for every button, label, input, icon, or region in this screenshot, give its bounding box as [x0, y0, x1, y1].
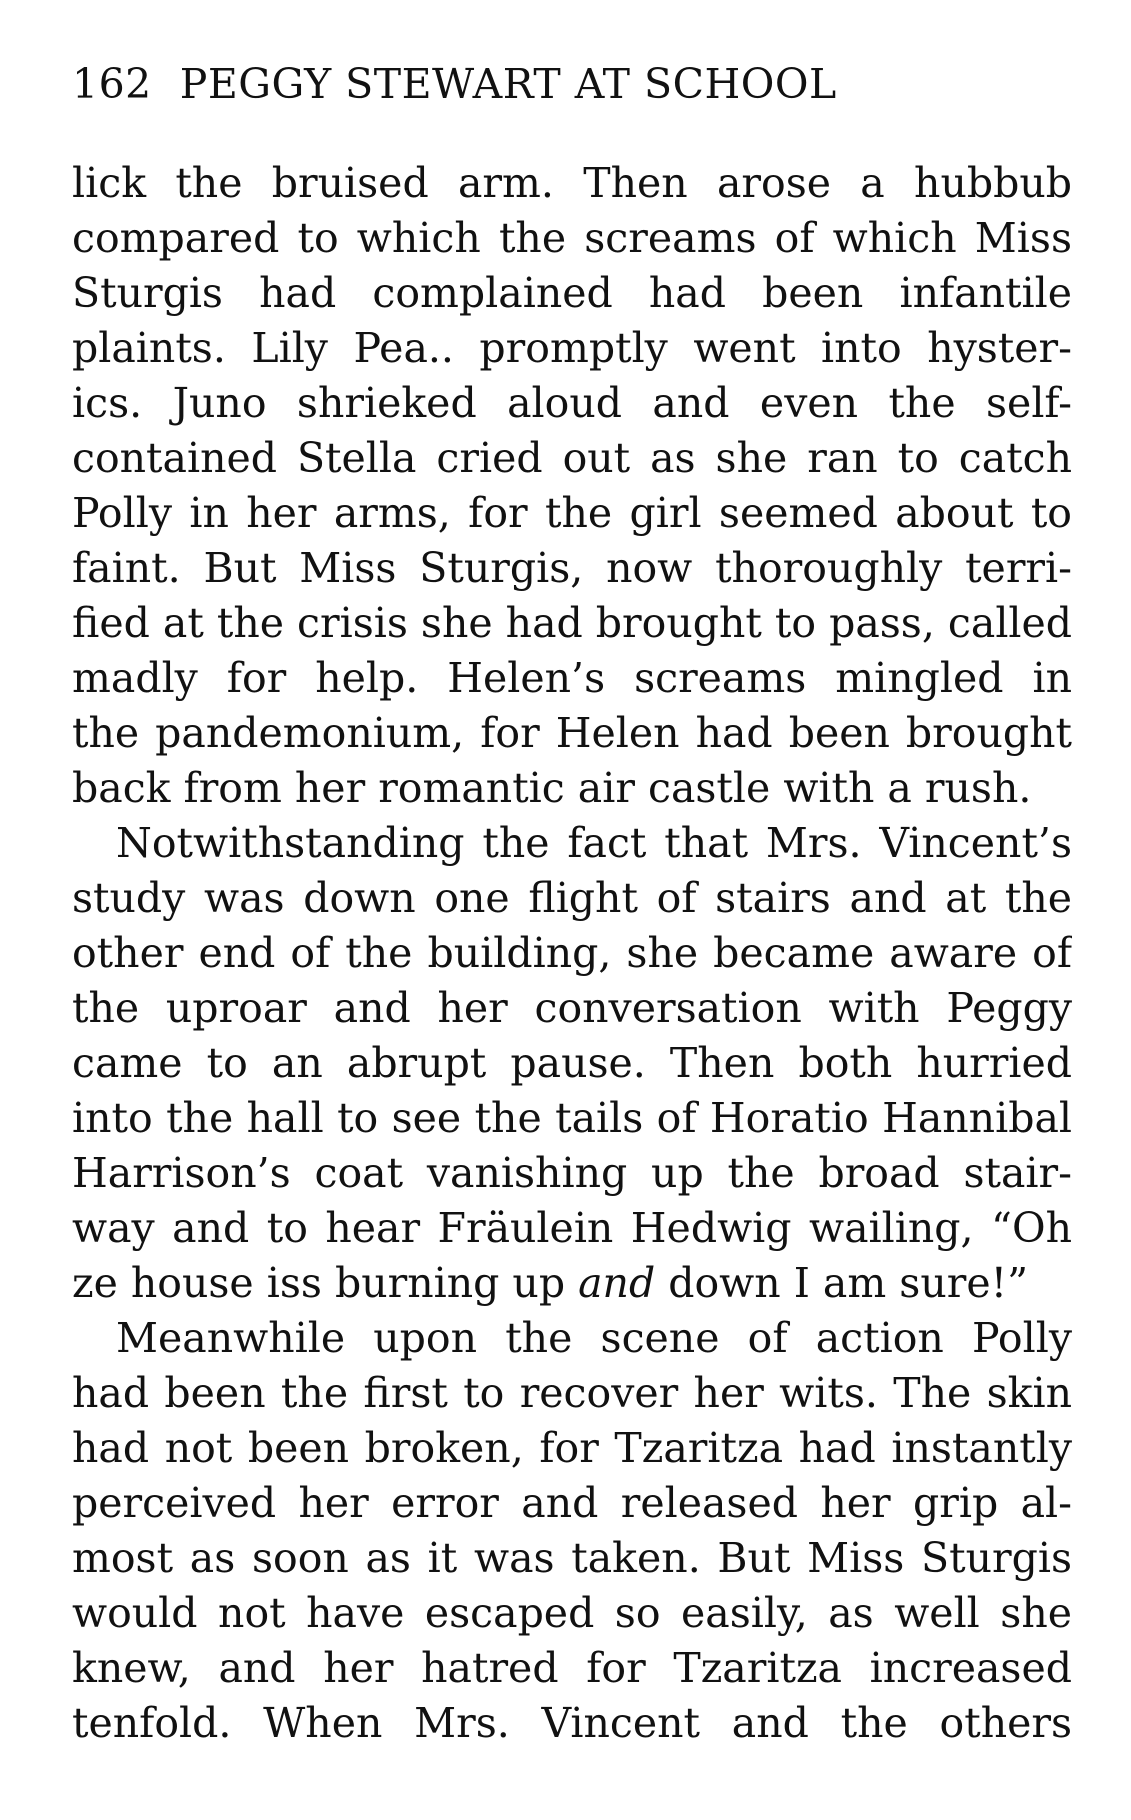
text-line: had not been broken, for Tzaritza had instantly [72, 1424, 1072, 1472]
text-line: perceived her error and released her grip al- [72, 1479, 1072, 1527]
text-run: ze house iss burning up [72, 1259, 579, 1307]
text-line: most as soon as it was taken. But Miss Sturgis [72, 1534, 1072, 1582]
text-line: knew, and her hatred for Tzaritza increased [72, 1644, 1072, 1692]
text-line: into the hall to see the tails of Horatio Hannibal [72, 1094, 1072, 1142]
text-line: tenfold. When Mrs. Vincent and the others [72, 1699, 1072, 1747]
text-line: plaints. Lily Pea.. promptly went into hyster- [72, 324, 1072, 372]
text-line: came to an abrupt pause. Then both hurried [72, 1039, 1072, 1087]
text-line: fied at the crisis she had brought to pass, called [72, 599, 1072, 647]
text-run: down I am sure!” [655, 1259, 1029, 1307]
text-line: would not have escaped so easily, as well she [72, 1589, 1072, 1637]
text-line: Meanwhile upon the scene of action Polly [116, 1314, 1072, 1362]
italic-word: and [578, 1259, 656, 1307]
running-title: PEGGY STEWART AT SCHOOL [179, 60, 837, 108]
text-line [72, 1256, 1072, 1311]
text-line: way and to hear Fräulein Hedwig wailing, “Oh [72, 1204, 1072, 1252]
text-line: Sturgis had complained had been infantile [72, 269, 1072, 317]
text-line: Notwithstanding the fact that Mrs. Vincent’s [116, 819, 1072, 867]
text-line: contained Stella cried out as she ran to catch [72, 434, 1072, 482]
text-line: Polly in her arms, for the girl seemed about to [72, 489, 1072, 537]
text-line: lick the bruised arm. Then arose a hubbub [72, 159, 1072, 207]
book-page [72, 56, 1072, 1751]
text-line: back from her romantic air castle with a rush. [72, 764, 1032, 812]
body-text [72, 156, 1072, 1751]
text-line: Harrison’s coat vanishing up the broad stair- [72, 1149, 1072, 1197]
page-number: 162 [72, 60, 152, 108]
text-line: faint. But Miss Sturgis, now thoroughly terri- [72, 544, 1072, 592]
text-line: the pandemonium, for Helen had been brought [72, 709, 1072, 757]
text-line: other end of the building, she became aware of [72, 929, 1072, 977]
text-line: ics. Juno shrieked aloud and even the self- [72, 379, 1072, 427]
running-head [72, 56, 1072, 112]
text-line: study was down one flight of stairs and at the [72, 874, 1072, 922]
text-line: madly for help. Helen’s screams mingled in [72, 654, 1072, 702]
text-line: compared to which the screams of which Miss [72, 214, 1072, 262]
text-line: the uproar and her conversation with Peggy [72, 984, 1072, 1032]
text-line: had been the first to recover her wits. The skin [72, 1369, 1072, 1417]
